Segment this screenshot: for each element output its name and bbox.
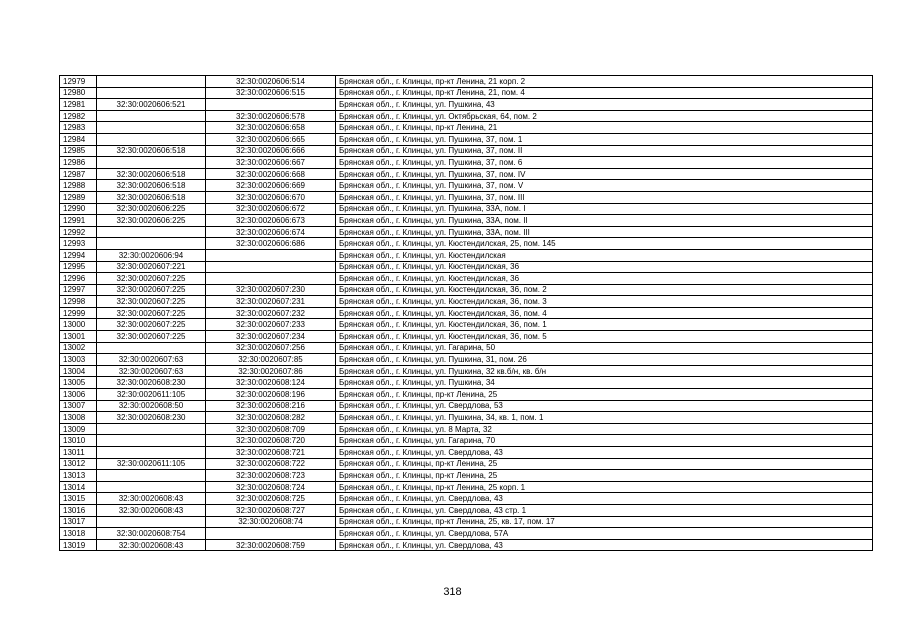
parent-cadastral-number-cell — [97, 481, 206, 493]
table-row — [60, 481, 873, 493]
parent-cadastral-number-cell: 32:30:0020611:105 — [97, 389, 206, 401]
address-cell: Брянская обл., г. Клинцы, ул. Пушкина, 37, пом. III — [336, 191, 873, 203]
table-row — [60, 191, 873, 203]
address-cell: Брянская обл., г. Клинцы, ул. Свердлова, 43 — [336, 493, 873, 505]
parent-cadastral-number-cell: 32:30:0020608:43 — [97, 493, 206, 505]
parent-cadastral-number-cell — [97, 470, 206, 482]
address-cell: Брянская обл., г. Клинцы, ул. Пушкина, 37, пом. IV — [336, 168, 873, 180]
table-row — [60, 273, 873, 285]
cadastral-number-cell: 32:30:0020607:231 — [206, 296, 336, 308]
address-cell: Брянская обл., г. Клинцы, пр-кт Ленина, 25 корп. 1 — [336, 481, 873, 493]
parent-cadastral-number-cell: 32:30:0020606:518 — [97, 168, 206, 180]
address-cell: Брянская обл., г. Клинцы, ул. Пушкина, 34 — [336, 377, 873, 389]
parent-cadastral-number-cell — [97, 226, 206, 238]
parent-cadastral-number-cell: 32:30:0020606:94 — [97, 249, 206, 261]
row-number-cell: 13001 — [60, 331, 97, 343]
cadastral-number-cell: 32:30:0020608:74 — [206, 516, 336, 528]
address-cell: Брянская обл., г. Клинцы, ул. Пушкина, 33А, пом. III — [336, 226, 873, 238]
table-row — [60, 296, 873, 308]
row-number-cell: 12997 — [60, 284, 97, 296]
parent-cadastral-number-cell: 32:30:0020607:225 — [97, 296, 206, 308]
parent-cadastral-number-cell — [97, 435, 206, 447]
address-cell: Брянская обл., г. Клинцы, ул. Свердлова, 43 стр. 1 — [336, 504, 873, 516]
address-cell: Брянская обл., г. Клинцы, ул. Пушкина, 37, пом. 1 — [336, 133, 873, 145]
cadastral-number-cell — [206, 99, 336, 111]
address-cell: Брянская обл., г. Клинцы, ул. Свердлова, 43 — [336, 539, 873, 551]
table-row — [60, 504, 873, 516]
page-number: 318 — [443, 586, 462, 598]
row-number-cell: 12984 — [60, 133, 97, 145]
table-row — [60, 423, 873, 435]
table-row — [60, 76, 873, 88]
cadastral-number-cell: 32:30:0020608:721 — [206, 447, 336, 459]
address-cell: Брянская обл., г. Клинцы, ул. Кюстендилская, 36, пом. 4 — [336, 307, 873, 319]
row-number-cell: 12999 — [60, 307, 97, 319]
cadastral-number-cell — [206, 528, 336, 540]
table-row — [60, 238, 873, 250]
row-number-cell: 13007 — [60, 400, 97, 412]
parent-cadastral-number-cell: 32:30:0020607:225 — [97, 307, 206, 319]
cadastral-number-cell: 32:30:0020608:723 — [206, 470, 336, 482]
table-row — [60, 284, 873, 296]
row-number-cell: 12990 — [60, 203, 97, 215]
cadastral-number-cell: 32:30:0020606:673 — [206, 215, 336, 227]
address-cell: Брянская обл., г. Клинцы, ул. Пушкина, 33А, пом. I — [336, 203, 873, 215]
row-number-cell: 12996 — [60, 273, 97, 285]
table-row — [60, 365, 873, 377]
row-number-cell: 12986 — [60, 157, 97, 169]
address-cell: Брянская обл., г. Клинцы, ул. Пушкина, 43 — [336, 99, 873, 111]
cadastral-number-cell: 32:30:0020608:720 — [206, 435, 336, 447]
parent-cadastral-number-cell: 32:30:0020608:230 — [97, 377, 206, 389]
table-row — [60, 249, 873, 261]
address-cell: Брянская обл., г. Клинцы, ул. Пушкина, 37, пом. 6 — [336, 157, 873, 169]
table-row — [60, 447, 873, 459]
row-number-cell: 13015 — [60, 493, 97, 505]
address-cell: Брянская обл., г. Клинцы, пр-кт Ленина, 25, кв. 17, пом. 17 — [336, 516, 873, 528]
row-number-cell: 13011 — [60, 447, 97, 459]
table-row — [60, 389, 873, 401]
cadastral-number-cell: 32:30:0020608:124 — [206, 377, 336, 389]
table-row — [60, 528, 873, 540]
address-cell: Брянская обл., г. Клинцы, ул. Пушкина, 34, кв. 1, пом. 1 — [336, 412, 873, 424]
cadastral-number-cell: 32:30:0020606:668 — [206, 168, 336, 180]
address-cell: Брянская обл., г. Клинцы, ул. Пушкина, 31, пом. 26 — [336, 354, 873, 366]
parent-cadastral-number-cell — [97, 516, 206, 528]
row-number-cell: 13008 — [60, 412, 97, 424]
parent-cadastral-number-cell: 32:30:0020607:225 — [97, 284, 206, 296]
cadastral-number-cell: 32:30:0020606:578 — [206, 110, 336, 122]
row-number-cell: 12985 — [60, 145, 97, 157]
row-number-cell: 13010 — [60, 435, 97, 447]
row-number-cell: 12979 — [60, 76, 97, 88]
table-row — [60, 203, 873, 215]
address-cell: Брянская обл., г. Клинцы, ул. Кюстендилская, 36, пом. 5 — [336, 331, 873, 343]
cadastral-number-cell: 32:30:0020608:759 — [206, 539, 336, 551]
table-row — [60, 342, 873, 354]
registry-sheet — [59, 75, 873, 551]
table-row — [60, 435, 873, 447]
parent-cadastral-number-cell: 32:30:0020606:518 — [97, 180, 206, 192]
table-row — [60, 516, 873, 528]
address-cell: Брянская обл., г. Клинцы, пр-кт Ленина, 21, пом. 4 — [336, 87, 873, 99]
row-number-cell: 13012 — [60, 458, 97, 470]
row-number-cell: 12981 — [60, 99, 97, 111]
cadastral-number-cell: 32:30:0020608:724 — [206, 481, 336, 493]
row-number-cell: 12980 — [60, 87, 97, 99]
cadastral-number-cell: 32:30:0020608:282 — [206, 412, 336, 424]
cadastral-number-cell: 32:30:0020607:86 — [206, 365, 336, 377]
cadastral-number-cell — [206, 249, 336, 261]
parent-cadastral-number-cell: 32:30:0020608:43 — [97, 504, 206, 516]
row-number-cell: 13009 — [60, 423, 97, 435]
parent-cadastral-number-cell — [97, 76, 206, 88]
address-cell: Брянская обл., г. Клинцы, ул. Пушкина, 33А, пом. II — [336, 215, 873, 227]
cadastral-number-cell — [206, 273, 336, 285]
row-number-cell: 13004 — [60, 365, 97, 377]
cadastral-number-cell: 32:30:0020606:666 — [206, 145, 336, 157]
table-row — [60, 354, 873, 366]
table-row — [60, 470, 873, 482]
table-row — [60, 331, 873, 343]
address-cell: Брянская обл., г. Клинцы, ул. Свердлова, 53 — [336, 400, 873, 412]
address-cell: Брянская обл., г. Клинцы, ул. Пушкина, 32 кв.б/н, кв. б/н — [336, 365, 873, 377]
cadastral-number-cell: 32:30:0020608:727 — [206, 504, 336, 516]
parent-cadastral-number-cell — [97, 342, 206, 354]
table-row — [60, 145, 873, 157]
cadastral-number-cell: 32:30:0020606:674 — [206, 226, 336, 238]
address-cell: Брянская обл., г. Клинцы, ул. Кюстендилская, 36 — [336, 273, 873, 285]
table-row — [60, 412, 873, 424]
address-cell: Брянская обл., г. Клинцы, пр-кт Ленина, 21 — [336, 122, 873, 134]
row-number-cell: 13016 — [60, 504, 97, 516]
address-cell: Брянская обл., г. Клинцы, ул. Гагарина, 50 — [336, 342, 873, 354]
address-cell: Брянская обл., г. Клинцы, ул. Кюстендилская, 36, пом. 1 — [336, 319, 873, 331]
address-cell: Брянская обл., г. Клинцы, ул. 8 Марта, 32 — [336, 423, 873, 435]
cadastral-number-cell: 32:30:0020606:515 — [206, 87, 336, 99]
address-cell: Брянская обл., г. Клинцы, ул. Свердлова, 57А — [336, 528, 873, 540]
cadastral-number-cell: 32:30:0020608:722 — [206, 458, 336, 470]
table-row — [60, 377, 873, 389]
cadastral-number-cell: 32:30:0020607:85 — [206, 354, 336, 366]
cadastral-number-cell — [206, 261, 336, 273]
table-row — [60, 215, 873, 227]
parent-cadastral-number-cell: 32:30:0020607:225 — [97, 273, 206, 285]
row-number-cell: 13003 — [60, 354, 97, 366]
parent-cadastral-number-cell — [97, 133, 206, 145]
cadastral-number-cell: 32:30:0020606:665 — [206, 133, 336, 145]
parent-cadastral-number-cell: 32:30:0020607:63 — [97, 354, 206, 366]
parent-cadastral-number-cell: 32:30:0020606:225 — [97, 203, 206, 215]
address-cell: Брянская обл., г. Клинцы, ул. Пушкина, 37, пом. V — [336, 180, 873, 192]
table-row — [60, 180, 873, 192]
row-number-cell: 12993 — [60, 238, 97, 250]
cadastral-number-cell: 32:30:0020606:670 — [206, 191, 336, 203]
address-cell: Брянская обл., г. Клинцы, пр-кт Ленина, 21 корп. 2 — [336, 76, 873, 88]
table-row — [60, 400, 873, 412]
row-number-cell: 13000 — [60, 319, 97, 331]
row-number-cell: 12983 — [60, 122, 97, 134]
cadastral-number-cell: 32:30:0020608:196 — [206, 389, 336, 401]
table-row — [60, 157, 873, 169]
table-row — [60, 261, 873, 273]
cadastral-number-cell: 32:30:0020607:230 — [206, 284, 336, 296]
row-number-cell: 13019 — [60, 539, 97, 551]
cadastral-number-cell: 32:30:0020606:658 — [206, 122, 336, 134]
address-cell: Брянская обл., г. Клинцы, ул. Кюстендилская, 36 — [336, 261, 873, 273]
parent-cadastral-number-cell: 32:30:0020608:754 — [97, 528, 206, 540]
registry-table-body — [60, 76, 873, 551]
parent-cadastral-number-cell: 32:30:0020607:221 — [97, 261, 206, 273]
table-row — [60, 493, 873, 505]
table-row — [60, 319, 873, 331]
parent-cadastral-number-cell: 32:30:0020607:225 — [97, 331, 206, 343]
parent-cadastral-number-cell: 32:30:0020607:63 — [97, 365, 206, 377]
address-cell: Брянская обл., г. Клинцы, ул. Кюстендилская — [336, 249, 873, 261]
parent-cadastral-number-cell — [97, 423, 206, 435]
row-number-cell: 13005 — [60, 377, 97, 389]
table-row — [60, 226, 873, 238]
address-cell: Брянская обл., г. Клинцы, ул. Кюстендилская, 36, пом. 2 — [336, 284, 873, 296]
cadastral-number-cell: 32:30:0020608:725 — [206, 493, 336, 505]
row-number-cell: 13014 — [60, 481, 97, 493]
row-number-cell: 13006 — [60, 389, 97, 401]
address-cell: Брянская обл., г. Клинцы, ул. Гагарина, 70 — [336, 435, 873, 447]
cadastral-number-cell: 32:30:0020606:669 — [206, 180, 336, 192]
parent-cadastral-number-cell — [97, 447, 206, 459]
row-number-cell: 13002 — [60, 342, 97, 354]
address-cell: Брянская обл., г. Клинцы, ул. Кюстендилская, 25, пом. 145 — [336, 238, 873, 250]
row-number-cell: 13017 — [60, 516, 97, 528]
parent-cadastral-number-cell — [97, 238, 206, 250]
row-number-cell: 12992 — [60, 226, 97, 238]
parent-cadastral-number-cell: 32:30:0020606:518 — [97, 191, 206, 203]
parent-cadastral-number-cell — [97, 110, 206, 122]
cadastral-number-cell: 32:30:0020608:216 — [206, 400, 336, 412]
row-number-cell: 12995 — [60, 261, 97, 273]
table-row — [60, 122, 873, 134]
row-number-cell: 12988 — [60, 180, 97, 192]
cadastral-number-cell: 32:30:0020607:232 — [206, 307, 336, 319]
parent-cadastral-number-cell: 32:30:0020608:230 — [97, 412, 206, 424]
cadastral-number-cell: 32:30:0020606:672 — [206, 203, 336, 215]
row-number-cell: 12994 — [60, 249, 97, 261]
table-row — [60, 168, 873, 180]
table-row — [60, 539, 873, 551]
cadastral-number-cell: 32:30:0020606:667 — [206, 157, 336, 169]
address-cell: Брянская обл., г. Клинцы, пр-кт Ленина, 25 — [336, 389, 873, 401]
cadastral-number-cell: 32:30:0020607:233 — [206, 319, 336, 331]
row-number-cell: 13018 — [60, 528, 97, 540]
parent-cadastral-number-cell: 32:30:0020606:225 — [97, 215, 206, 227]
parent-cadastral-number-cell: 32:30:0020608:43 — [97, 539, 206, 551]
parent-cadastral-number-cell: 32:30:0020611:105 — [97, 458, 206, 470]
address-cell: Брянская обл., г. Клинцы, ул. Кюстендилская, 36, пом. 3 — [336, 296, 873, 308]
address-cell: Брянская обл., г. Клинцы, пр-кт Ленина, 25 — [336, 470, 873, 482]
address-cell: Брянская обл., г. Клинцы, пр-кт Ленина, 25 — [336, 458, 873, 470]
row-number-cell: 13013 — [60, 470, 97, 482]
cadastral-number-cell: 32:30:0020607:234 — [206, 331, 336, 343]
row-number-cell: 12982 — [60, 110, 97, 122]
address-cell: Брянская обл., г. Клинцы, ул. Октябрьская, 64, пом. 2 — [336, 110, 873, 122]
row-number-cell: 12989 — [60, 191, 97, 203]
parent-cadastral-number-cell — [97, 87, 206, 99]
table-row — [60, 99, 873, 111]
table-row — [60, 458, 873, 470]
cadastral-number-cell: 32:30:0020606:686 — [206, 238, 336, 250]
row-number-cell: 12991 — [60, 215, 97, 227]
cadastral-number-cell: 32:30:0020606:514 — [206, 76, 336, 88]
parent-cadastral-number-cell: 32:30:0020608:50 — [97, 400, 206, 412]
table-row — [60, 307, 873, 319]
cadastral-number-cell: 32:30:0020607:256 — [206, 342, 336, 354]
row-number-cell: 12998 — [60, 296, 97, 308]
parent-cadastral-number-cell — [97, 157, 206, 169]
parent-cadastral-number-cell — [97, 122, 206, 134]
address-cell: Брянская обл., г. Клинцы, ул. Пушкина, 37, пом. II — [336, 145, 873, 157]
cadastral-number-cell: 32:30:0020608:709 — [206, 423, 336, 435]
parent-cadastral-number-cell: 32:30:0020606:521 — [97, 99, 206, 111]
registry-table — [59, 75, 873, 551]
address-cell: Брянская обл., г. Клинцы, ул. Свердлова, 43 — [336, 447, 873, 459]
table-row — [60, 110, 873, 122]
table-row — [60, 133, 873, 145]
parent-cadastral-number-cell: 32:30:0020607:225 — [97, 319, 206, 331]
parent-cadastral-number-cell: 32:30:0020606:518 — [97, 145, 206, 157]
table-row — [60, 87, 873, 99]
row-number-cell: 12987 — [60, 168, 97, 180]
